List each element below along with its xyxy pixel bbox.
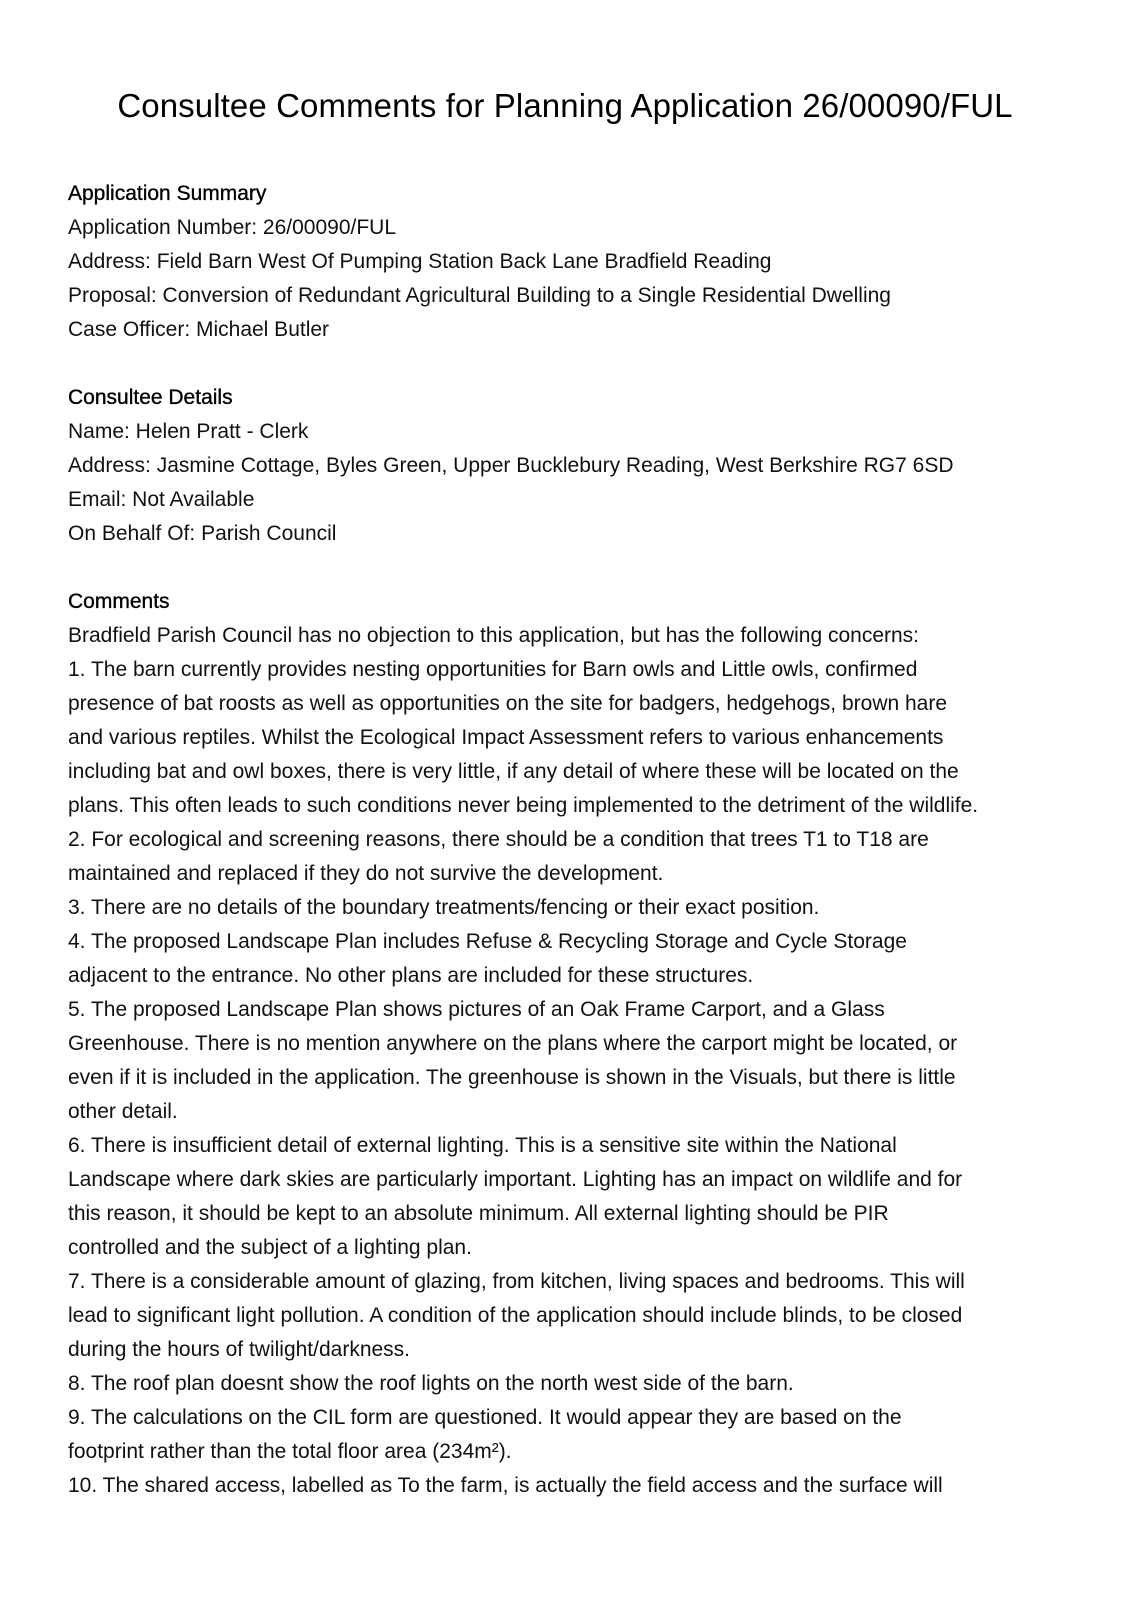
comment-line: 2. For ecological and screening reasons, there should be a condition that trees T1 to T18 are xyxy=(68,828,929,851)
on-behalf-of-line: On Behalf Of: Parish Council xyxy=(68,522,337,545)
comment-line: 9. The calculations on the CIL form are questioned. It would appear they are based on the xyxy=(68,1406,902,1429)
comment-line: 3. There are no details of the boundary treatments/fencing or their exact position. xyxy=(68,896,820,919)
application-number-line: Application Number: 26/00090/FUL xyxy=(68,216,397,239)
section-spacer xyxy=(68,347,1078,381)
comment-line: adjacent to the entrance. No other plans are included for these structures. xyxy=(68,964,754,987)
application-summary-section xyxy=(68,177,1078,347)
consultee-name-line: Name: Helen Pratt - Clerk xyxy=(68,420,309,443)
comment-line: lead to significant light pollution. A condition of the application should include blinds, to be closed xyxy=(68,1304,963,1327)
comment-line: even if it is included in the application. The greenhouse is shown in the Visuals, but there is little xyxy=(68,1066,956,1089)
comment-line: 4. The proposed Landscape Plan includes Refuse & Recycling Storage and Cycle Storage xyxy=(68,930,907,953)
case-officer-line: Case Officer: Michael Butler xyxy=(68,318,330,341)
comment-line: including bat and owl boxes, there is very little, if any detail of where these will be located on the xyxy=(68,760,959,783)
application-summary-heading: Application Summary xyxy=(68,182,267,205)
comment-line: 8. The roof plan doesnt show the roof lights on the north west side of the barn. xyxy=(68,1372,794,1395)
proposal-line: Proposal: Conversion of Redundant Agricultural Building to a Single Residential Dwelling xyxy=(68,284,891,307)
comment-line: this reason, it should be kept to an absolute minimum. All external lighting should be PIR xyxy=(68,1202,889,1225)
comment-line: presence of bat roosts as well as opportunities on the site for badgers, hedgehogs, brown hare xyxy=(68,692,948,715)
consultee-details-heading: Consultee Details xyxy=(68,386,233,409)
comment-line: and various reptiles. Whilst the Ecological Impact Assessment refers to various enhancements xyxy=(68,726,944,749)
comment-line: 5. The proposed Landscape Plan shows pictures of an Oak Frame Carport, and a Glass xyxy=(68,998,885,1021)
comment-line: during the hours of twilight/darkness. xyxy=(68,1338,411,1361)
comment-line: 6. There is insufficient detail of external lighting. This is a sensitive site within the National xyxy=(68,1134,897,1157)
application-address-line: Address: Field Barn West Of Pumping Station Back Lane Bradfield Reading xyxy=(68,250,772,273)
section-spacer xyxy=(68,551,1078,585)
consultee-address-line: Address: Jasmine Cottage, Byles Green, Upper Bucklebury Reading, West Berkshire RG7 6SD xyxy=(68,454,954,477)
comment-line: footprint rather than the total floor area (234m²). xyxy=(68,1440,512,1463)
comment-line: Greenhouse. There is no mention anywhere on the plans where the carport might be located, or xyxy=(68,1032,958,1055)
comment-line: Bradfield Parish Council has no objection to this application, but has the following concerns: xyxy=(68,624,920,647)
page-title: Consultee Comments for Planning Application 26/00090/FUL xyxy=(117,87,1013,124)
comment-line: maintained and replaced if they do not survive the development. xyxy=(68,862,664,885)
comment-line: controlled and the subject of a lighting plan. xyxy=(68,1236,472,1259)
comment-line: Landscape where dark skies are particularly important. Lighting has an impact on wildlife and for xyxy=(68,1168,963,1191)
document-body xyxy=(68,177,1078,1503)
consultee-details-section xyxy=(68,381,1078,551)
comment-line: plans. This often leads to such conditions never being implemented to the detriment of the wildlife. xyxy=(68,794,979,817)
comments-heading: Comments xyxy=(68,590,170,613)
consultee-email-line: Email: Not Available xyxy=(68,488,255,511)
comment-line: other detail. xyxy=(68,1100,178,1123)
comment-line: 1. The barn currently provides nesting opportunities for Barn owls and Little owls, confirmed xyxy=(68,658,918,681)
comment-line: 7. There is a considerable amount of glazing, from kitchen, living spaces and bedrooms. This will xyxy=(68,1270,965,1293)
comment-line: 10. The shared access, labelled as To the farm, is actually the field access and the surface will xyxy=(68,1474,943,1497)
comments-section xyxy=(68,585,1078,1503)
